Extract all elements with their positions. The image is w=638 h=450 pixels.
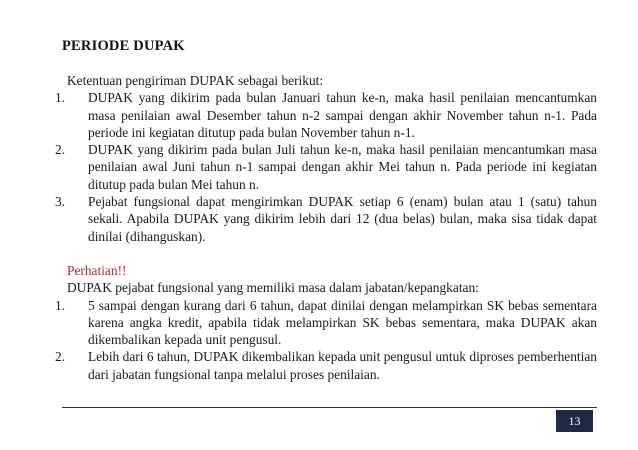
- list-item-text: Lebih dari 6 tahun, DUPAK dikembalikan kepada unit pengusul untuk diproses pemberhentian dari jabatan fungsional tanpa melalui proses penilaian.: [88, 349, 597, 382]
- section1-intro: Ketentuan pengiriman DUPAK sebagai berikut:: [67, 73, 324, 88]
- list-item-text: 5 sampai dengan kurang dari 6 tahun, dapat dinilai dengan melampirkan SK bebas sementara karena angka kredit, apabila tidak melampirkan SK bebas sementara, maka DUPAK akan dikembalikan kepada unit pengusul.: [88, 297, 597, 348]
- list-item-number: 2.: [55, 142, 66, 158]
- page-title: PERIODE DUPAK: [62, 38, 185, 54]
- page-number-badge: 13: [556, 410, 593, 432]
- list-item-number: 3.: [55, 194, 66, 210]
- list-item-text: Pejabat fungsional dapat mengirimkan DUPAK setiap 6 (enam) bulan atau 1 (satu) tahun sekali. Apabila DUPAK yang dikirim lebih dari 12 (dua belas) bulan, maka sisa tidak dapat dinilai (dihanguskan).: [88, 194, 597, 244]
- list-item-text: DUPAK yang dikirim pada bulan Juli tahun ke-n, maka hasil penilaian mencantumkan masa penilaian awal Juni tahun n-1 sampai dengan akhir Mei tahun n. Pada periode ini kegiatan ditutup pada bulan Mei tahun n.: [88, 142, 597, 192]
- spacer: [67, 245, 597, 262]
- list-item: [55, 89, 597, 141]
- list-item-number: 1.: [55, 297, 66, 313]
- tenure-rules-list: [55, 297, 597, 383]
- list-item: [55, 193, 597, 245]
- list-item-number: 2.: [55, 349, 66, 365]
- submission-rules-list: [55, 89, 597, 245]
- list-item: [55, 297, 597, 349]
- footer-divider: [62, 407, 597, 408]
- list-item-number: 1.: [55, 90, 66, 106]
- warning-label: Perhatian!!: [67, 262, 127, 278]
- list-item: [55, 141, 597, 193]
- list-item-text: DUPAK yang dikirim pada bulan Januari tahun ke-n, maka hasil penilaian mencantumkan masa penilaian awal Desember tahun n-2 sampai dengan akhir November tahun n-1. Pada periode ini kegiatan ditutup pada bulan November tahun n-1.: [88, 90, 597, 140]
- list-item: [55, 348, 597, 383]
- section2-intro: DUPAK pejabat fungsional yang memiliki masa dalam jabatan/kepangkatan:: [67, 280, 479, 296]
- content-body: [55, 72, 597, 383]
